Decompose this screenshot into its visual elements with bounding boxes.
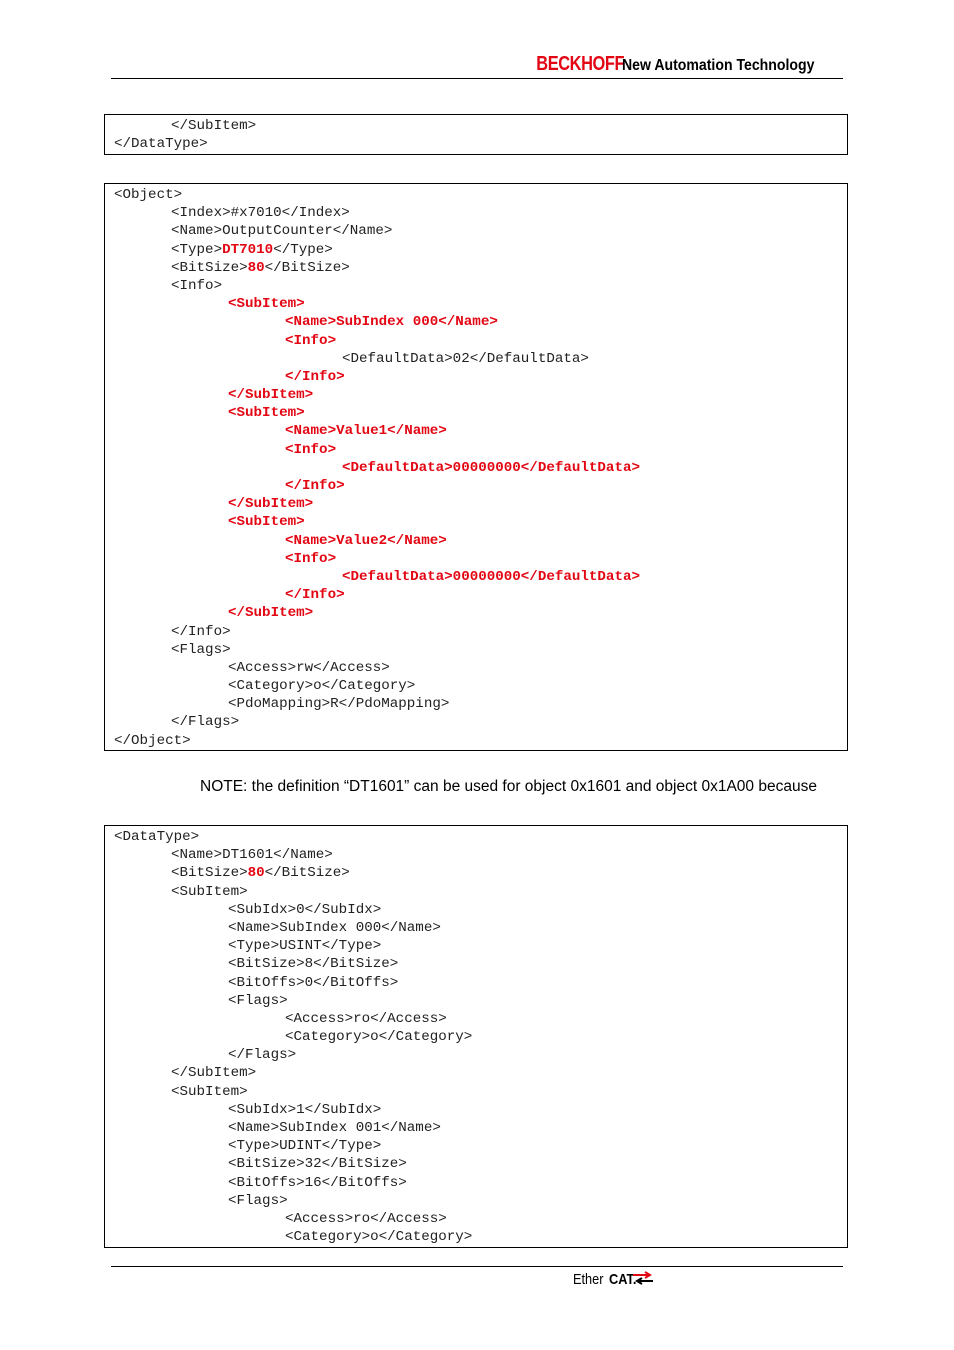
- code-line: </Object>: [114, 732, 191, 749]
- code-line: <SubItem>: [171, 1083, 248, 1100]
- code-line: [114, 864, 847, 882]
- code-block-datatype-dt1601: [104, 825, 848, 1248]
- code-line: <Flags>: [171, 641, 231, 658]
- code-line: </SubItem>: [171, 1065, 257, 1082]
- code-line: <Access>ro</Access>: [285, 1010, 447, 1027]
- code-tag-close: </BitSize>: [264, 865, 350, 882]
- ethercat-arrows-icon: [631, 1271, 655, 1287]
- code-line: <Flags>: [228, 992, 288, 1009]
- code-line: </DataType>: [114, 136, 208, 153]
- code-line: <Name>Value2</Name>: [285, 532, 447, 549]
- code-line: </Info>: [171, 623, 231, 640]
- code-line: <DefaultData>00000000</DefaultData>: [342, 568, 640, 585]
- code-line: <Access>rw</Access>: [228, 659, 390, 676]
- code-line: <SubItem>: [171, 883, 248, 900]
- code-line: <Name>SubIndex 000</Name>: [285, 314, 498, 331]
- code-line: <Type>UDINT</Type>: [228, 1138, 382, 1155]
- code-value: DT7010: [222, 241, 274, 258]
- brand-tagline: New Automation Technology: [622, 57, 815, 74]
- code-line: <Name>SubIndex 000</Name>: [228, 919, 441, 936]
- code-line: </Info>: [285, 478, 345, 494]
- code-tag-close: </BitSize>: [264, 259, 350, 276]
- ethercat-logo: [573, 1271, 663, 1293]
- code-line: </Info>: [285, 368, 345, 385]
- code-line: <Info>: [285, 441, 337, 458]
- code-line: <DefaultData>00000000</DefaultData>: [342, 459, 640, 476]
- code-line: </SubItem>: [228, 605, 314, 622]
- code-line: </SubItem>: [171, 118, 257, 134]
- brand-name: BECKHOFF: [536, 53, 625, 75]
- code-line: <SubItem>: [228, 514, 305, 531]
- code-value: 80: [247, 259, 265, 276]
- code-line: </Flags>: [228, 1047, 297, 1064]
- code-line: <Info>: [285, 550, 337, 567]
- code-tag-open: <BitSize>: [171, 259, 248, 276]
- code-line: <Category>o</Category>: [228, 678, 416, 695]
- code-line: <DefaultData>02</DefaultData>: [342, 350, 589, 367]
- code-line: </Info>: [285, 587, 345, 604]
- beckhoff-logo: [517, 53, 841, 77]
- code-line: </SubItem>: [228, 496, 314, 513]
- code-line: <BitSize>32</BitSize>: [228, 1156, 407, 1173]
- ethercat-logo-text-b: CAT.: [608, 1271, 637, 1288]
- code-line: <Category>o</Category>: [285, 1029, 473, 1046]
- code-line: <Info>: [285, 332, 337, 349]
- code-line: <BitOffs>16</BitOffs>: [228, 1174, 407, 1191]
- code-line: <Category>o</Category>: [285, 1229, 473, 1246]
- code-line: <BitSize>8</BitSize>: [228, 956, 399, 973]
- header-divider: [111, 78, 843, 79]
- code-tag-close: </Type>: [273, 241, 333, 258]
- code-tag-open: <BitSize>: [171, 865, 248, 882]
- code-line: <Flags>: [228, 1192, 288, 1209]
- code-line: <DataType>: [114, 829, 200, 845]
- footer-divider: [111, 1266, 843, 1267]
- code-line: <Access>ro</Access>: [285, 1210, 447, 1227]
- code-block-object-7010: [104, 183, 848, 751]
- code-line: <Name>Value1</Name>: [285, 423, 447, 440]
- code-line: <Name>DT1601</Name>: [171, 847, 333, 864]
- code-line: <SubIdx>0</SubIdx>: [228, 901, 382, 918]
- code-line: <Name>OutputCounter</Name>: [171, 223, 393, 240]
- code-line: [114, 241, 847, 259]
- code-line: <Object>: [114, 187, 183, 203]
- code-line: <Name>SubIndex 001</Name>: [228, 1120, 441, 1136]
- code-value: 80: [247, 865, 265, 882]
- code-line: <SubItem>: [228, 405, 305, 422]
- code-line: <Type>USINT</Type>: [228, 938, 382, 955]
- code-line: [114, 259, 847, 277]
- code-block-datatype-end: [104, 114, 848, 155]
- code-line: </Flags>: [171, 714, 240, 731]
- code-line: <Index>#x7010</Index>: [171, 205, 350, 222]
- code-line: <SubIdx>1</SubIdx>: [228, 1101, 382, 1118]
- code-line: <SubItem>: [228, 296, 305, 313]
- code-tag-open: <Type>: [171, 241, 223, 258]
- ethercat-logo-text-a: Ether: [573, 1271, 604, 1288]
- code-line: <BitOffs>0</BitOffs>: [228, 974, 399, 991]
- code-line: <PdoMapping>R</PdoMapping>: [228, 696, 450, 713]
- code-line: </SubItem>: [228, 387, 314, 404]
- code-line: <Info>: [171, 277, 223, 294]
- note-text: NOTE: the definition “DT1601” can be used for object 0x1601 and object 0x1A00 because: [200, 778, 817, 795]
